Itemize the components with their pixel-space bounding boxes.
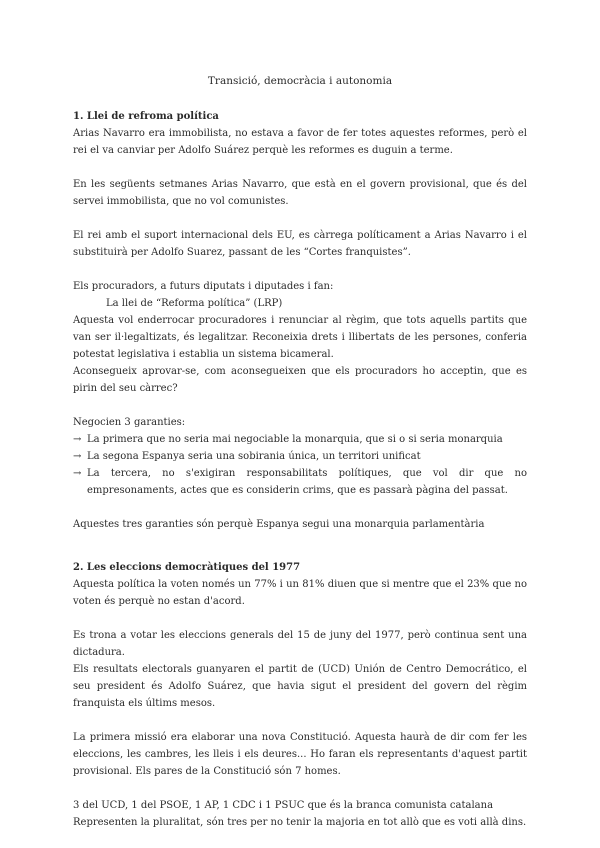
paragraph: La primera missió era elaborar una nova Constitució. Aquesta haurà de dir com fer les eleccions, les cambres, les lleis i els deures... Ho faran els representants d'aquest partit provisional. Els pares de la Constitució són 7 homes. — [73, 732, 527, 777]
section-eleccions-1977 — [73, 559, 527, 831]
paragraph: Aquesta política la voten només un 77% i un 81% diuen que si mentre que el 23% que no voten és perquè no estan d'acord. — [73, 579, 527, 607]
paragraph: El rei amb el suport internacional dels EU, es càrrega políticament a Arias Navarro i el substituirà per Adolfo Suarez, passant de les “Cortes franquistes”. — [73, 230, 527, 258]
paragraph: Aconsegueix aprovar-se, com aconsegueixen que els procuradors ho acceptin, que es pirin del seu càrrec? — [73, 366, 527, 394]
paragraph: Els procuradors, a futurs diputats i diputades i fan: — [73, 281, 334, 292]
paragraph: En les següents setmanes Arias Navarro, que està en el govern provisional, que és del servei immobilista, que no vol comunistes. — [73, 179, 527, 207]
arrow-icon: → — [73, 451, 82, 462]
paragraph: Representen la pluralitat, són tres per no tenir la majoria en tot allò que es voti allà dins. — [73, 817, 527, 828]
paragraph: 3 del UCD, 1 del PSOE, 1 AP, 1 CDC i 1 PSUC que és la branca comunista catalana — [73, 800, 494, 811]
section-heading: 2. Les eleccions democràtiques del 1977 — [73, 562, 301, 573]
list-item — [73, 431, 527, 448]
section-heading: 1. Llei de refroma política — [73, 111, 219, 122]
list-item-text: La segona Espanya seria una sobirania única, un territori unificat — [87, 451, 421, 462]
list-item — [73, 448, 527, 465]
arrow-icon: → — [73, 468, 82, 479]
paragraph: Els resultats electorals guanyaren el partit de (UCD) Unión de Centro Democrático, el seu president és Adolfo Suárez, que havia sigut el president del govern del règim franquista els últims mesos. — [73, 664, 527, 709]
guarantee-list — [73, 431, 527, 499]
section-llei-reforma — [73, 108, 527, 533]
paragraph: Es trona a votar les eleccions generals del 15 de juny del 1977, però continua sent una dictadura. — [73, 630, 527, 658]
paragraph: Aquestes tres garanties són perquè Espanya segui una monarquia parlamentària — [73, 519, 485, 530]
indented-line: La llei de “Reforma política” (LRP) — [106, 298, 283, 309]
paragraph: Negocien 3 garanties: — [73, 417, 186, 428]
arrow-icon: → — [73, 434, 82, 445]
document-title: Transició, democràcia i autonomia — [207, 75, 393, 87]
list-item-text: La primera que no seria mai negociable la monarquia, que si o si seria monarquia — [87, 434, 503, 445]
list-item-text: La tercera, no s'exigiran responsabilitats polítiques, que vol dir que no empresonaments, actes que es considerin crims, que es passarà pàgina del passat. — [87, 468, 527, 496]
list-item — [73, 465, 527, 499]
paragraph: Arias Navarro era immobilista, no estava a favor de fer totes aquestes reformes, però el rei el va canviar per Adolfo Suárez perquè les reformes es duguin a terme. — [73, 128, 527, 156]
paragraph: Aquesta vol enderrocar procuradores i renunciar al règim, que tots aquells partits que van ser il·legaltizats, és legalitzar. Reconeixia drets i llibertats de les persones, conferia potestat legislativa i establia un sistema bicameral. — [73, 315, 527, 360]
